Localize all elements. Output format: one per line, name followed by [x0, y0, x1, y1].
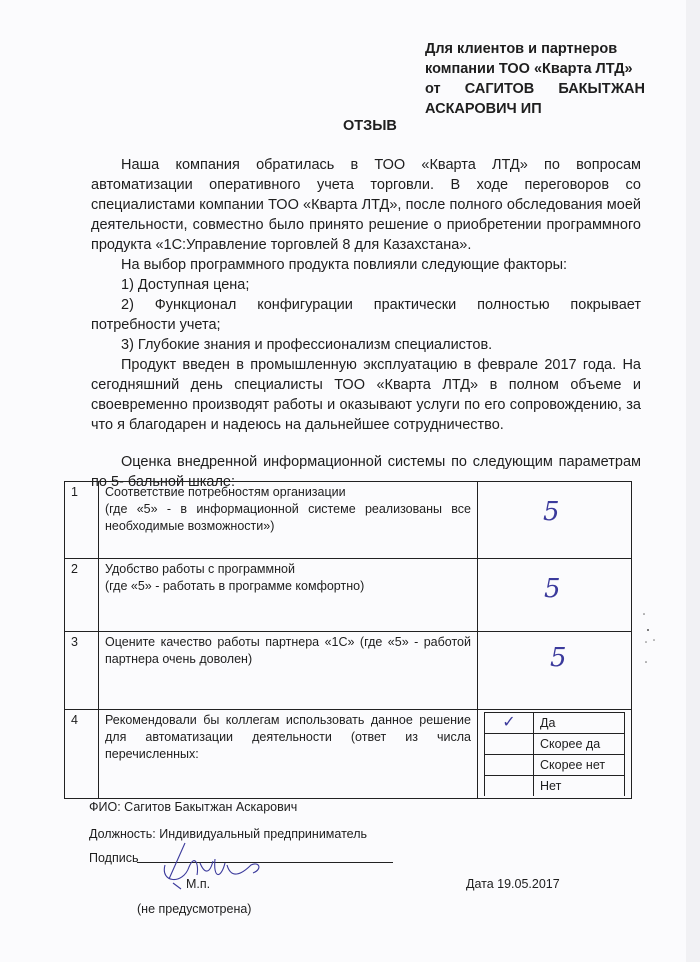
question-cell: [99, 482, 478, 559]
row-number: 1: [65, 482, 99, 559]
question-cell: [99, 632, 478, 710]
table-row: [65, 710, 632, 799]
addressee-line-2: компании ТОО «Кварта ЛТД»: [425, 61, 633, 77]
question-title: Соответствие потребностям организации: [105, 485, 346, 499]
document-body: [91, 155, 641, 492]
scan-page-edge: [686, 0, 700, 962]
question-note: (где «5» - в информационной системе реализованы все необходимые возможности»): [105, 502, 471, 533]
checkbox-cell[interactable]: [485, 776, 534, 797]
scan-artifact-dots: [640, 610, 660, 670]
question-title: Оцените качество работы партнера «1С» (где «5» - работой партнера очень доволен): [105, 635, 471, 666]
question-title: Удобство работы с программной: [105, 562, 295, 576]
handwritten-score: 5: [550, 643, 567, 673]
addressee-line-3: [425, 79, 645, 99]
score-cell[interactable]: [478, 482, 632, 559]
factors-intro: На выбор программного продукта повлияли следующие факторы:: [121, 257, 568, 273]
rating-table: [64, 481, 632, 799]
checkbox-cell[interactable]: [485, 755, 534, 776]
row-number: 4: [65, 710, 99, 799]
question-cell: [99, 559, 478, 632]
date-field: Дата 19.05.2017: [466, 877, 560, 891]
table-row: [65, 559, 632, 632]
option-rather-no[interactable]: [485, 755, 625, 776]
signature-label: Подпись: [89, 851, 139, 865]
position-field: Должность: Индивидуальный предприниматель: [89, 827, 367, 841]
question-note: (где «5» - работать в программе комфортно): [105, 579, 365, 593]
paragraph-implementation: Продукт введен в промышленную эксплуатацию в феврале 2017 года. На сегодняшний день специалисты ТОО «Кварта ЛТД» в полном объеме и своевременно производят работы и оказывают услуги по его сопровождению, за что я благодарен и надеюсь на дальнейшее сотрудничество.: [91, 357, 641, 433]
stamp-label: М.п.: [186, 877, 211, 891]
option-label: Да: [534, 713, 625, 734]
factor-item-3: 3) Глубокие знания и профессионализм специалистов.: [121, 337, 493, 353]
option-rather-yes[interactable]: [485, 734, 625, 755]
stamp-note: (не предусмотрена): [137, 902, 252, 916]
checkmark-icon[interactable]: ✓: [485, 713, 534, 734]
option-no[interactable]: [485, 776, 625, 797]
handwritten-score: 5: [544, 574, 561, 604]
table-row: [65, 482, 632, 559]
score-cell[interactable]: [478, 632, 632, 710]
addressee-from: от: [425, 81, 441, 97]
option-label: Нет: [534, 776, 625, 797]
row-number: 2: [65, 559, 99, 632]
question-cell: [99, 710, 478, 799]
option-label: Скорее нет: [534, 755, 625, 776]
handwritten-score: 5: [543, 497, 560, 527]
options-table: [484, 712, 625, 796]
option-yes[interactable]: [485, 713, 625, 734]
fio-field: ФИО: Сагитов Бакытжан Аскарович: [89, 800, 298, 814]
addressee-line-1: Для клиентов и партнеров: [425, 41, 618, 57]
question-title: Рекомендовали бы коллегам использовать данное решение для автоматизации деятельности (ответ из числа перечисленных:: [105, 713, 471, 761]
addressee-line-4: АСКАРОВИЧ ИП: [425, 101, 542, 117]
addressee-surname: САГИТОВ: [464, 81, 535, 97]
document-title: ОТЗЫВ: [343, 118, 397, 134]
table-row: [65, 632, 632, 710]
row-number: 3: [65, 632, 99, 710]
addressee-name: БАКЫТЖАН: [558, 81, 645, 97]
rating-intro: Оценка внедренной информационной системы по следующим параметрам по 5- бальной шкале:: [91, 454, 641, 490]
option-label: Скорее да: [534, 734, 625, 755]
addressee-block: [425, 39, 645, 119]
score-cell[interactable]: [478, 559, 632, 632]
factor-item-2: 2) Функционал конфигурации практически полностью покрывает потребности учета;: [91, 297, 641, 333]
recommendation-options: [478, 710, 632, 799]
checkbox-cell[interactable]: [485, 734, 534, 755]
paragraph-intro: Наша компания обратилась в ТОО «Кварта ЛТД» по вопросам автоматизации оперативного учета торговли. В ходе переговоров со специалистами компании ТОО «Кварта ЛТД», после полного обследования моей деятельности, совместно было принято решение о приобретении программного продукта «1С:Управление торговлей 8 для Казахстана».: [91, 157, 641, 253]
signature-icon: [155, 835, 275, 895]
factor-item-1: 1) Доступная цена;: [121, 277, 250, 293]
